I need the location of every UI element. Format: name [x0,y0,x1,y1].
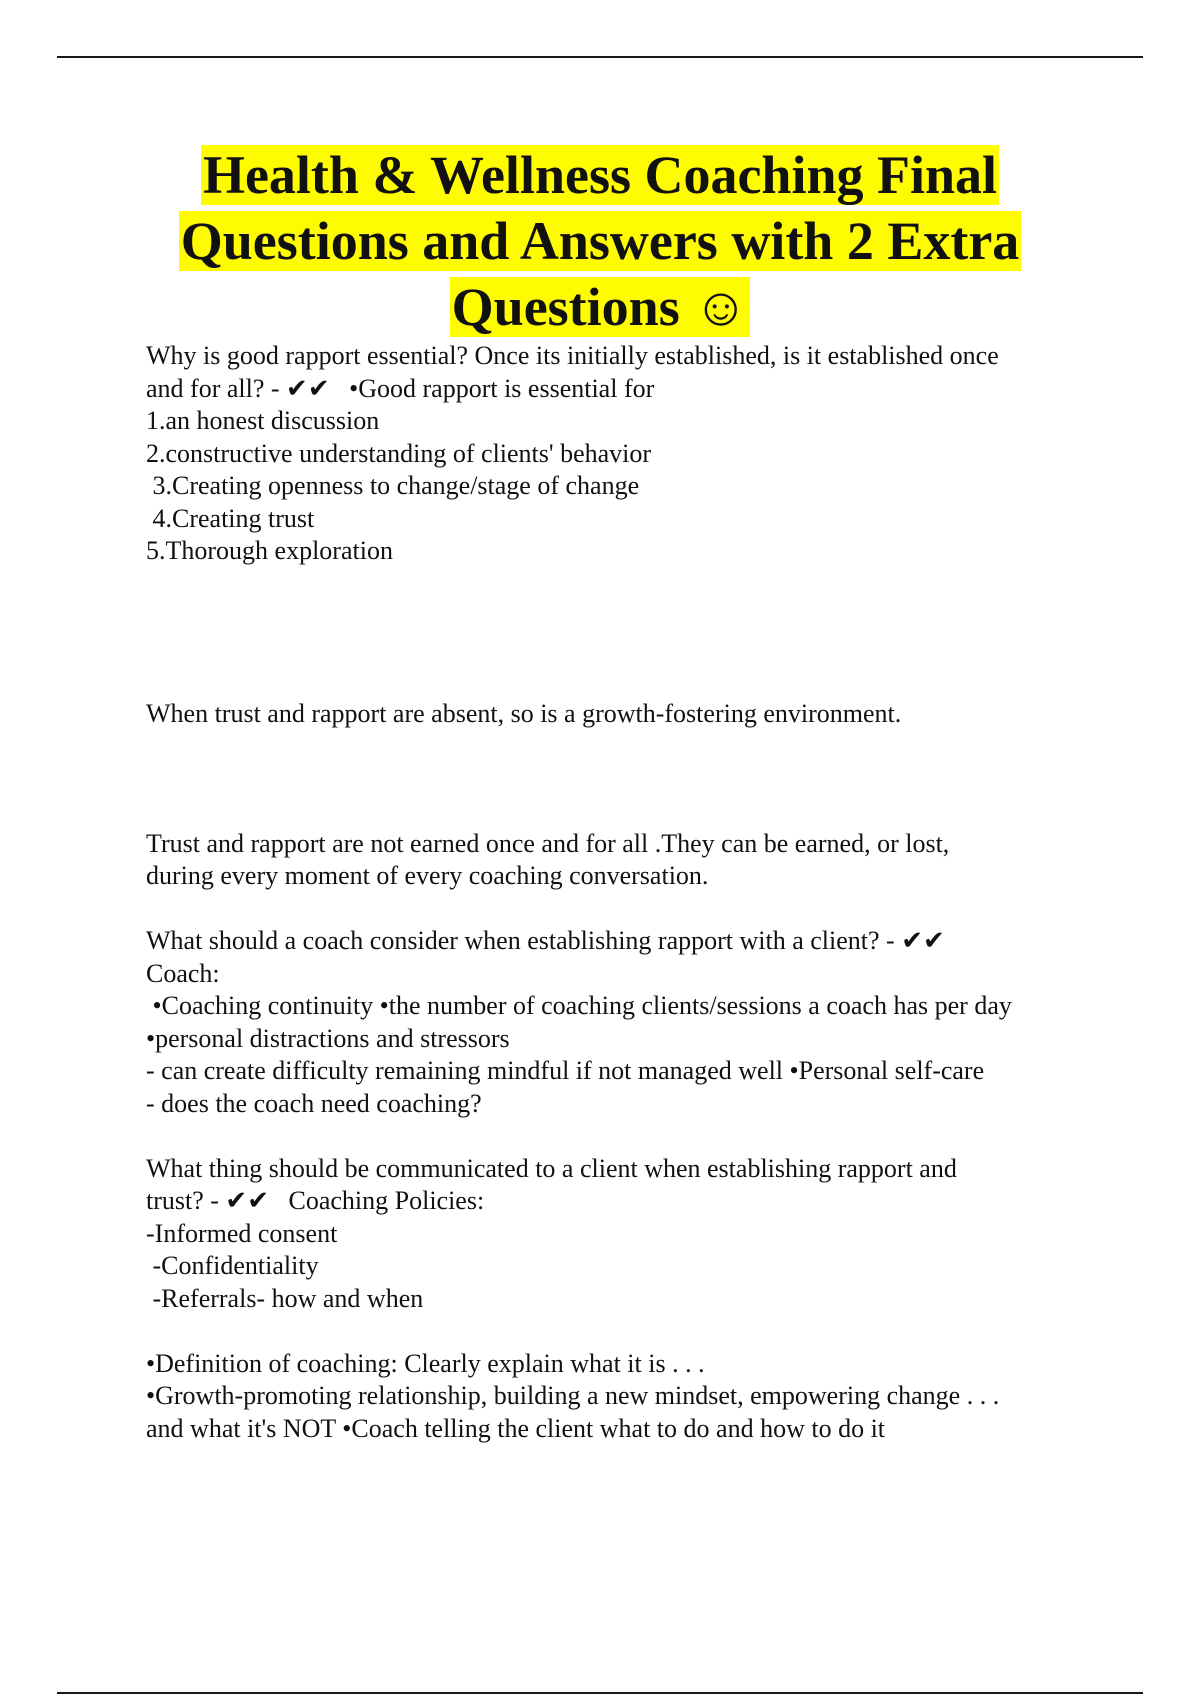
title-line-3: Questions ☺ [451,277,749,337]
q2-answer-line-4: - can create difficulty remaining mindful if not managed well •Personal self-care [146,1056,985,1085]
q3-answer-line-3: -Referrals- how and when [146,1283,424,1313]
q2-answer-line-3: •personal distractions and stressors [146,1023,510,1053]
q1-paragraph-3-line-2: during every moment of every coaching conversation. [146,861,709,890]
q3-answer-line-2: -Confidentiality [146,1251,319,1280]
q3-answer-line-5: •Growth-promoting relationship, building a new mindset, empowering change . . . [146,1381,1000,1410]
q2-answer-line-1: Coach: [146,958,220,988]
q1-paragraph-2: When trust and rapport are absent, so is a growth-fostering environment. [146,698,902,728]
q2-question-line-1: What should a coach consider when establishing rapport with a client? - ✔✔ [146,926,945,955]
q3-question-line-1: What thing should be communicated to a client when establishing rapport and [146,1153,957,1183]
document-body [146,340,1146,1445]
q1-list-item-3: 3.Creating openness to change/stage of change [146,471,640,500]
header-rule [57,56,1143,58]
q1-list-item-5: 5.Thorough exploration [146,536,393,565]
q1-list-item-2: 2.constructive understanding of clients' behavior [146,438,652,468]
q2-answer-line-2: •Coaching continuity •the number of coaching clients/sessions a coach has per day [146,991,1012,1020]
q1-list-item-1: 1.an honest discussion [146,406,380,435]
q1-question-line-2: and for all? - ✔✔ •Good rapport is essential for [146,373,655,403]
title-line-1: Health & Wellness Coaching Final [202,145,998,205]
q3-answer-line-6: and what it's NOT •Coach telling the client what to do and how to do it [146,1413,886,1443]
q1-question-line-1: Why is good rapport essential? Once its initially established, is it established once [146,341,999,370]
q2-answer-line-5: - does the coach need coaching? [146,1088,482,1118]
footer-rule [57,1692,1143,1694]
title-line-2: Questions and Answers with 2 Extra [180,211,1020,271]
q1-list-item-4: 4.Creating trust [146,503,315,533]
q3-answer-line-1: -Informed consent [146,1218,338,1248]
q3-answer-line-4: •Definition of coaching: Clearly explain what it is . . . [146,1348,705,1378]
q3-question-line-2: trust? - ✔✔ Coaching Policies: [146,1186,485,1215]
document-title [0,142,1200,340]
q1-paragraph-3-line-1: Trust and rapport are not earned once and for all .They can be earned, or lost, [146,828,950,858]
